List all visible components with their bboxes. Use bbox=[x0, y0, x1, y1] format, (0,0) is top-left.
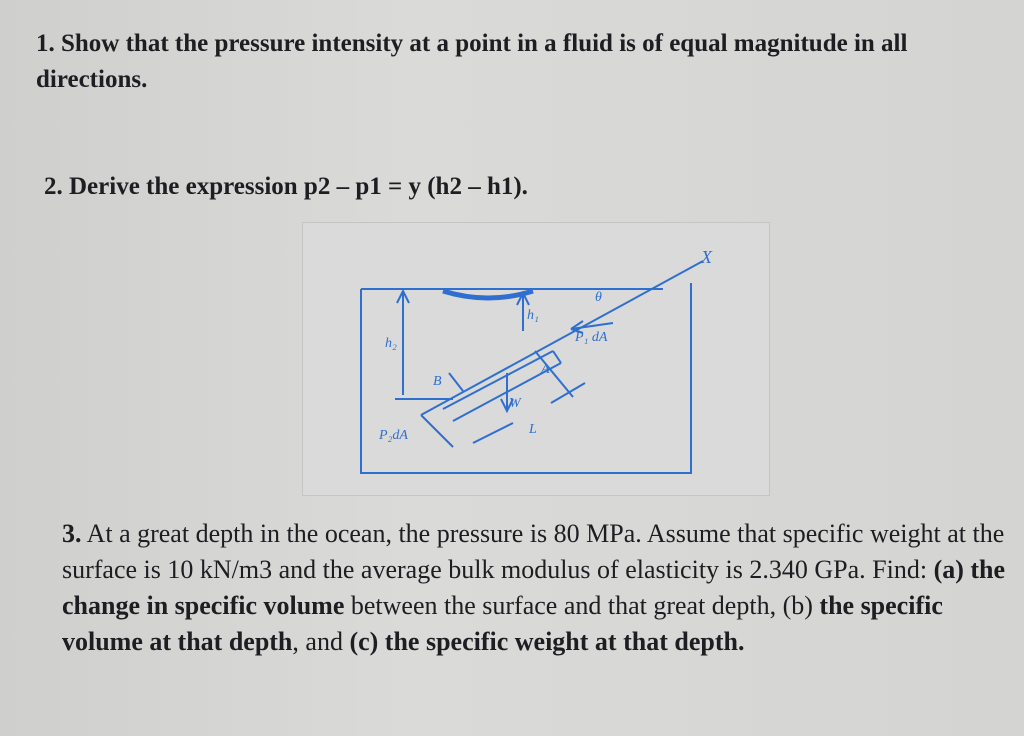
tank-outline bbox=[361, 283, 691, 473]
label-h2: h₂ bbox=[385, 336, 397, 351]
label-b: B bbox=[433, 374, 442, 389]
question-3-part-b: the specific volume at that depth bbox=[62, 591, 943, 656]
x-axis-line bbox=[421, 261, 703, 415]
question-3-text-2: between the surface and that great depth, bbox=[344, 591, 783, 620]
question-1: 1. Show that the pressure intensity at a point in a fluid is of equal magnitude in all directions. bbox=[36, 30, 908, 93]
label-p2da: P₂dA bbox=[379, 428, 408, 443]
label-w: W bbox=[509, 396, 521, 411]
l-arrow bbox=[473, 423, 513, 443]
question-3-text-1: At a great depth in the ocean, the pressure is 80 MPa. Assume that specific weight at the surface is 10 kN/m3 and the average bulk modulus of elasticity is 2.340 GPa. Find: bbox=[62, 519, 1005, 584]
label-p1da: P₁ dA bbox=[575, 330, 608, 345]
question-3-text-3: (b) bbox=[782, 591, 820, 620]
question-3-part-c: (c) the specific weight at that depth. bbox=[349, 627, 745, 656]
label-x: X bbox=[701, 247, 712, 267]
label-a: A bbox=[541, 362, 550, 377]
question-2: 2. Derive the expression p2 – p1 = y (h2 – h1). bbox=[44, 173, 528, 200]
label-theta: θ bbox=[595, 290, 602, 305]
question-3-text-4: , and bbox=[292, 627, 350, 656]
question-3 bbox=[62, 516, 1012, 660]
question-3-number: 3. bbox=[62, 519, 82, 548]
label-l: L bbox=[529, 422, 537, 437]
label-h1: h₁ bbox=[527, 308, 539, 323]
pressure-diagram bbox=[302, 222, 770, 496]
question-3-part-a: (a) the change in specific volume bbox=[62, 555, 1006, 620]
